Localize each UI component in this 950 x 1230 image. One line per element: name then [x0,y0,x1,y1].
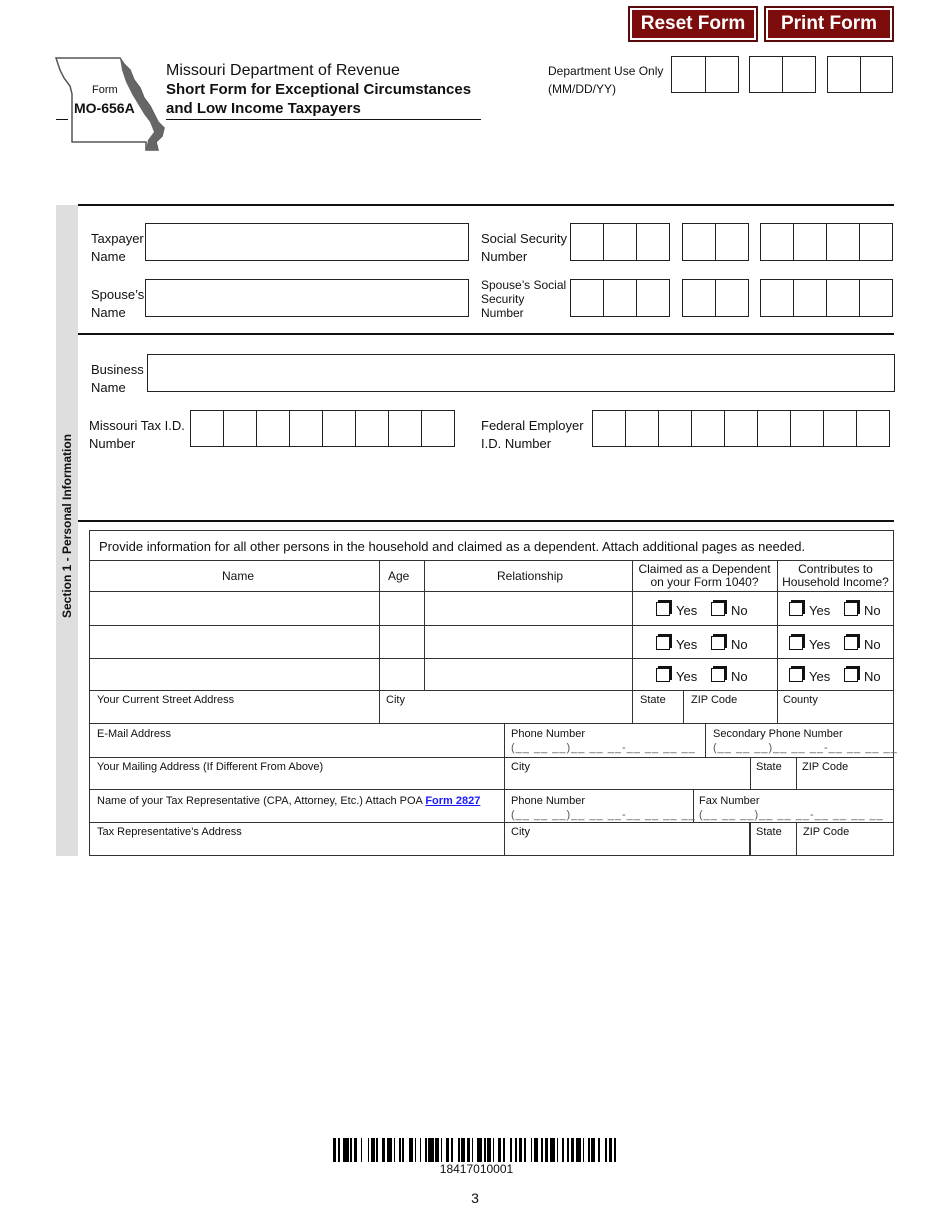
reset-form-button[interactable]: Reset Form [630,8,756,40]
table-line [504,723,505,856]
mailing-city-field[interactable]: City [511,761,530,773]
fein-input[interactable] [592,410,890,447]
table-line [379,560,380,723]
form-word: Form [92,84,118,96]
form-title-line-2: and Low Income Taxpayers [166,100,361,117]
spouse-ssn-part-3[interactable] [760,279,893,317]
checkbox-icon [656,602,670,616]
ssn-part-3[interactable] [760,223,893,261]
zip-field[interactable]: ZIP Code [691,694,738,706]
table-line [89,591,894,592]
section-label: Section 1 - Personal Information [60,433,74,619]
fein-label-2: I.D. Number [481,436,552,451]
table-line [89,723,894,724]
mailing-address-field[interactable]: Your Mailing Address (If Different From Above) [97,761,324,773]
business-name-label-2: Name [91,380,126,395]
spouse-name-label-2: Name [91,305,126,320]
contrib-yes-checkbox[interactable] [789,602,830,618]
col-relationship-header: Relationship [497,569,564,583]
no-label: No [731,603,748,618]
county-field[interactable]: County [783,694,818,706]
checkbox-icon [789,668,803,682]
taxpayer-name-input[interactable] [145,223,469,261]
checkbox-icon [844,668,858,682]
table-line [89,560,894,561]
table-line [424,560,425,690]
spouse-ssn-part-2[interactable] [682,279,749,317]
dept-use-month[interactable] [671,56,739,93]
city-field[interactable]: City [386,694,405,706]
tax-rep-name-field[interactable] [97,795,480,807]
spouse-ssn-label: Spouse’s Social [481,278,567,292]
form-title-line-1: Short Form for Exceptional Circumstances [166,81,472,98]
ssn-part-1[interactable] [570,223,670,261]
mo-tax-id-label-2: Number [89,436,136,451]
table-line [89,822,894,823]
table-line [705,723,706,757]
secondary-phone-label: Secondary Phone Number [713,728,843,740]
checkbox-icon [844,602,858,616]
yes-label: Yes [809,669,831,684]
form-2827-link[interactable]: Form 2827 [425,795,481,807]
no-label: No [864,669,881,684]
spouse-ssn-part-1[interactable] [570,279,670,317]
yes-label: Yes [676,603,698,618]
dept-use-day[interactable] [749,56,816,93]
logo-tick [56,119,68,120]
checkbox-icon [844,636,858,650]
state-field[interactable]: State [640,694,666,706]
table-line [796,822,797,856]
household-instruction: Provide information for all other persons in the household and claimed as a dependent. Attach additional pages as needed. [99,539,806,554]
dept-use-format: (MM/DD/YY) [548,82,616,96]
dependent-yes-checkbox[interactable] [656,636,697,652]
agency-name: Missouri Department of Revenue [166,62,400,79]
contrib-yes-checkbox[interactable] [789,668,830,684]
table-line [89,658,894,659]
spouse-name-label: Spouse’s [91,287,145,302]
secondary-phone-input[interactable]: (__ __ __)__ __ __-__ __ __ __ [713,742,898,754]
rep-zip-field[interactable]: ZIP Code [803,826,850,838]
fein-label: Federal Employer [481,418,584,433]
ssn-label-2: Number [481,249,528,264]
yes-label: Yes [809,637,831,652]
col-contrib-header-1: Contributes to [798,562,873,576]
dependent-yes-checkbox[interactable] [656,668,697,684]
business-bottom-rule [78,520,894,522]
checkbox-icon [656,668,670,682]
taxpayer-name-label-2: Name [91,249,126,264]
print-form-button[interactable]: Print Form [766,8,892,40]
dependent-no-checkbox[interactable] [711,668,748,684]
rep-state-field[interactable]: State [756,826,782,838]
tax-rep-address-field[interactable]: Tax Representative’s Address [97,826,242,838]
rep-fax-input[interactable]: (__ __ __)__ __ __-__ __ __ __ [699,809,884,821]
contrib-no-checkbox[interactable] [844,668,881,684]
yes-label: Yes [676,669,698,684]
dependent-no-checkbox[interactable] [711,636,748,652]
table-line [683,690,684,723]
business-name-input[interactable] [147,354,895,392]
mo-tax-id-label: Missouri Tax I.D. [89,418,185,433]
taxpayer-bottom-rule [78,333,894,335]
checkbox-icon [789,636,803,650]
form-number: MO-656A [74,100,135,116]
rep-fax-label: Fax Number [699,795,760,807]
no-label: No [864,637,881,652]
phone-field-label: Phone Number [511,728,585,740]
checkbox-icon [711,668,725,682]
no-label: No [731,637,748,652]
contrib-no-checkbox[interactable] [844,636,881,652]
dept-use-label: Department Use Only [548,64,664,78]
barcode-bar [616,1138,619,1162]
ssn-part-2[interactable] [682,223,749,261]
mailing-zip-field[interactable]: ZIP Code [802,761,849,773]
tax-rep-name-label: Name of your Tax Representative (CPA, Attorney, Etc.) Attach POA [97,795,423,807]
spouse-name-input[interactable] [145,279,469,317]
col-dependent-header-1: Claimed as a Dependent [638,562,771,576]
col-name-header: Name [222,569,255,583]
yes-label: Yes [676,637,698,652]
title-rule [166,119,481,120]
street-address-field[interactable]: Your Current Street Address [97,694,235,706]
table-line [749,822,751,856]
rep-phone-label: Phone Number [511,795,585,807]
col-contrib-header [777,563,894,589]
taxpayer-name-label: Taxpayer [91,231,144,246]
checkbox-icon [711,636,725,650]
table-line [796,757,797,789]
col-dependent-header [632,563,777,589]
phone-input[interactable]: (__ __ __)__ __ __-__ __ __ __ [511,742,696,754]
table-line [89,789,894,790]
contrib-no-checkbox[interactable] [844,602,881,618]
spouse-ssn-label-3: Number [481,306,524,320]
ssn-label: Social Security [481,231,567,246]
yes-label: Yes [809,603,831,618]
section-top-rule [78,204,894,206]
rep-phone-input[interactable]: (__ __ __)__ __ __-__ __ __ __ [511,809,696,821]
col-age-header: Age [388,569,410,583]
col-contrib-header-2: Household Income? [782,575,889,589]
table-line [750,757,751,789]
contrib-yes-checkbox[interactable] [789,636,830,652]
barcode [333,1138,620,1162]
dept-use-year[interactable] [827,56,893,93]
checkbox-icon [656,636,670,650]
table-line [89,757,894,758]
col-dependent-header-2: on your Form 1040? [650,575,759,589]
no-label: No [864,603,881,618]
mailing-state-field[interactable]: State [756,761,782,773]
dependent-no-checkbox[interactable] [711,602,748,618]
barcode-number: 18417010001 [439,1162,514,1176]
email-field[interactable]: E-Mail Address [97,728,171,740]
checkbox-icon [711,602,725,616]
no-label: No [731,669,748,684]
spouse-ssn-label-2: Security [481,292,525,306]
business-name-label: Business [91,362,144,377]
rep-city-field[interactable]: City [511,826,530,838]
mo-tax-id-input[interactable] [190,410,455,447]
checkbox-icon [789,602,803,616]
page-number: 3 [471,1190,479,1206]
table-line [89,690,894,691]
table-line [89,625,894,626]
dependent-yes-checkbox[interactable] [656,602,697,618]
